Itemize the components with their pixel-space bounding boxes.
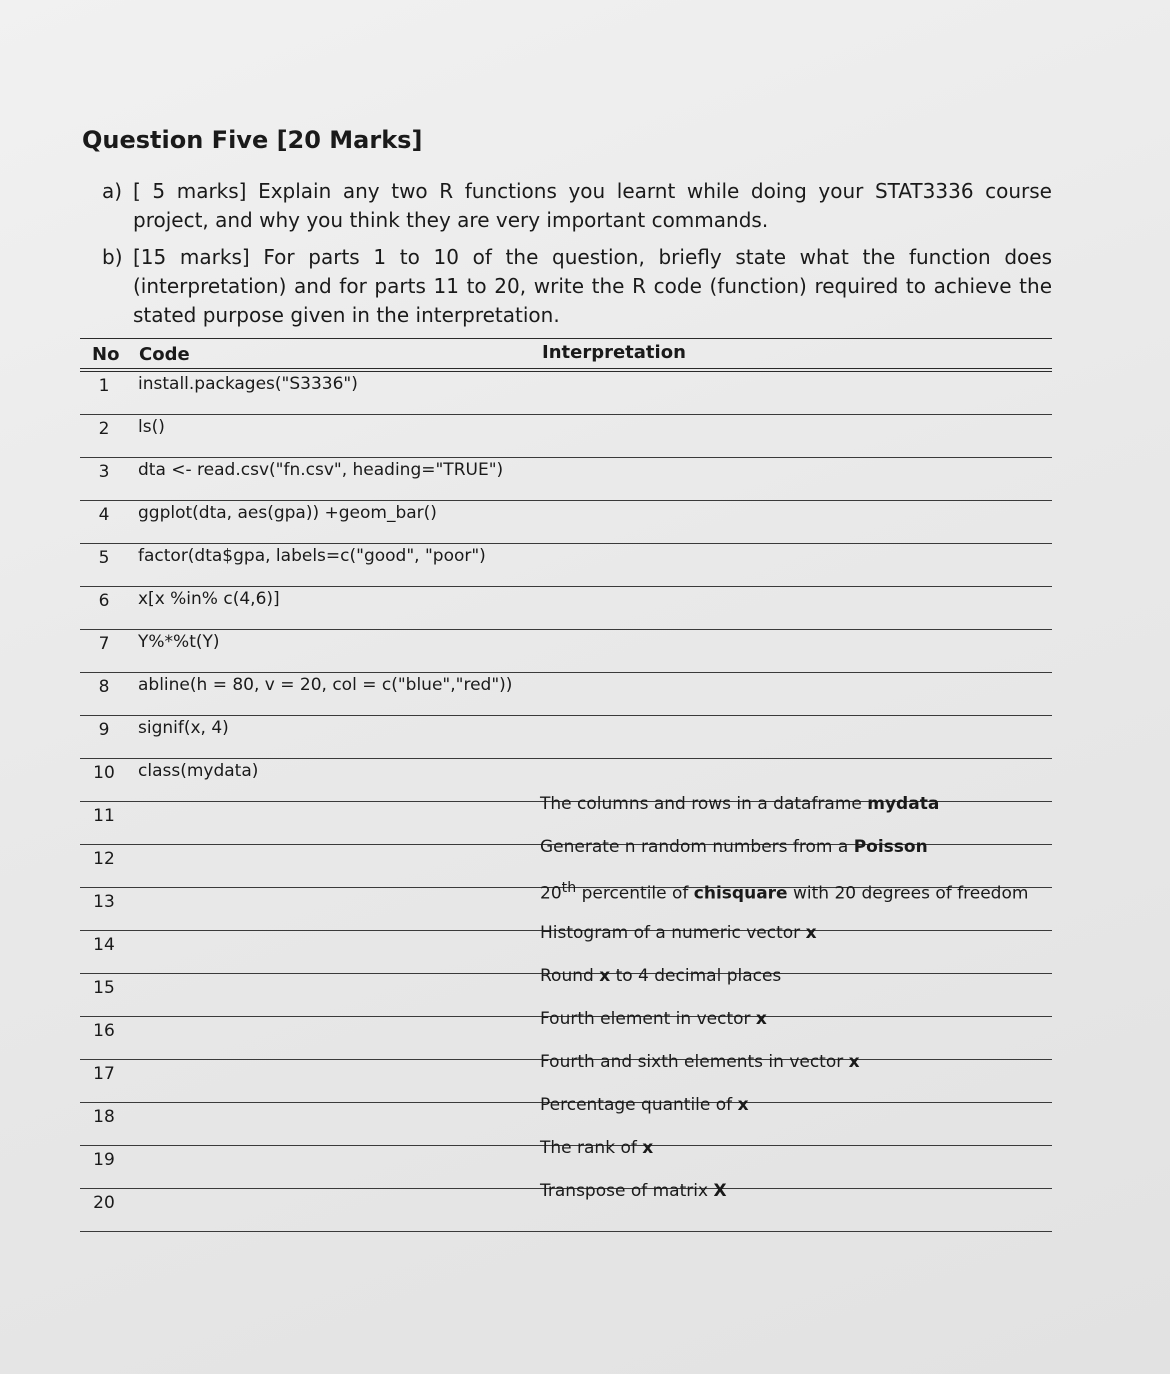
interp-text: Fourth and sixth elements in vector bbox=[540, 1052, 844, 1072]
question-part-a bbox=[102, 177, 1052, 235]
interp-bold-term: x bbox=[848, 1052, 860, 1072]
interp-suffix: to 4 decimal places bbox=[615, 966, 782, 986]
row-number: 9 bbox=[98, 720, 110, 740]
row-number: 20 bbox=[93, 1193, 115, 1213]
table-row bbox=[80, 673, 1052, 716]
table-row bbox=[80, 630, 1052, 673]
row-code: Y%*%t(Y) bbox=[138, 632, 220, 652]
row-interpretation bbox=[540, 880, 1028, 904]
part-b-text: [15 marks] For parts 1 to 10 of the question, briefly state what the function does (interpretation) and for parts 11 to 20, write the R code (function) required to achieve the stated purpose given in the interpretation. bbox=[133, 245, 1052, 327]
interp-text: percentile of bbox=[581, 883, 689, 904]
row-code: ggplot(dta, aes(gpa)) +geom_bar() bbox=[138, 503, 437, 523]
row-interpretation bbox=[540, 923, 817, 943]
row-number: 6 bbox=[98, 591, 110, 611]
row-number: 19 bbox=[93, 1150, 115, 1170]
table-row bbox=[80, 415, 1052, 458]
part-a-text: [ 5 marks] Explain any two R functions you learnt while doing your STAT3336 course project, and why you think they are very important commands. bbox=[133, 179, 1052, 232]
row-number: 7 bbox=[98, 634, 110, 654]
row-code: ls() bbox=[138, 417, 165, 437]
row-number: 5 bbox=[98, 548, 110, 568]
row-number: 14 bbox=[93, 935, 115, 955]
interp-text: The rank of bbox=[540, 1138, 637, 1158]
part-a-label: a) bbox=[102, 179, 123, 203]
table-header-rule bbox=[80, 368, 1052, 369]
table-row bbox=[80, 501, 1052, 544]
row-number: 11 bbox=[93, 806, 115, 826]
row-number: 12 bbox=[93, 849, 115, 869]
row-interpretation bbox=[540, 1052, 860, 1072]
part-b-label: b) bbox=[102, 245, 123, 269]
interp-bold-term: x bbox=[642, 1138, 654, 1158]
row-number: 8 bbox=[98, 677, 110, 697]
row-number: 18 bbox=[93, 1107, 115, 1127]
interp-bold-term: chisquare bbox=[693, 883, 788, 904]
row-code: factor(dta$gpa, labels=c("good", "poor") bbox=[138, 546, 486, 566]
header-no: No bbox=[92, 344, 120, 365]
question-part-b bbox=[102, 243, 1052, 330]
row-interpretation bbox=[540, 794, 939, 814]
table-row bbox=[80, 544, 1052, 587]
row-code: x[x %in% c(4,6)] bbox=[138, 589, 280, 609]
table-row bbox=[80, 716, 1052, 759]
row-interpretation bbox=[540, 966, 781, 986]
interp-bold-term: Poisson bbox=[853, 837, 928, 857]
row-code: signif(x, 4) bbox=[138, 718, 229, 738]
row-number: 13 bbox=[93, 892, 115, 912]
row-number: 16 bbox=[93, 1021, 115, 1041]
interp-prefix: 20 bbox=[540, 883, 562, 904]
interp-bold-term: x bbox=[755, 1009, 767, 1029]
row-interpretation bbox=[540, 1138, 653, 1158]
row-code: install.packages("S3336") bbox=[138, 374, 358, 394]
interp-text: Fourth element in vector bbox=[540, 1009, 751, 1029]
row-code: class(mydata) bbox=[138, 761, 259, 781]
row-number: 2 bbox=[98, 419, 110, 439]
interp-bold-term: mydata bbox=[867, 794, 940, 814]
row-number: 15 bbox=[93, 978, 115, 998]
interp-bold-term: x bbox=[737, 1095, 749, 1115]
table-row bbox=[80, 587, 1052, 630]
interp-bold-term: x bbox=[599, 966, 611, 986]
interp-superscript: th bbox=[561, 880, 577, 896]
row-number: 10 bbox=[93, 763, 115, 783]
interp-text: Histogram of a numeric vector bbox=[540, 923, 801, 943]
interp-text: Round bbox=[540, 966, 594, 986]
row-number: 17 bbox=[93, 1064, 115, 1084]
interp-bold-term: x bbox=[805, 923, 817, 943]
row-number: 1 bbox=[98, 376, 110, 396]
interp-suffix: with 20 degrees of freedom bbox=[793, 883, 1029, 904]
row-interpretation bbox=[540, 1181, 727, 1201]
row-number: 4 bbox=[98, 505, 110, 525]
table-top-rule bbox=[80, 338, 1052, 339]
row-interpretation bbox=[540, 837, 928, 857]
header-code: Code bbox=[139, 344, 190, 365]
row-interpretation bbox=[540, 1009, 767, 1029]
row-interpretation bbox=[540, 1095, 749, 1115]
interp-text: The columns and rows in a dataframe bbox=[540, 794, 862, 814]
table-row bbox=[80, 458, 1052, 501]
table-row bbox=[80, 372, 1052, 415]
row-number: 3 bbox=[98, 462, 110, 482]
header-interpretation: Interpretation bbox=[542, 342, 686, 363]
interp-text: Transpose of matrix bbox=[540, 1181, 709, 1201]
interp-text: Generate n random numbers from a bbox=[540, 837, 849, 857]
interp-bold-term: X bbox=[713, 1181, 727, 1201]
table-row bbox=[80, 1181, 1052, 1232]
interp-text: Percentage quantile of bbox=[540, 1095, 733, 1115]
row-code: dta <- read.csv("fn.csv", heading="TRUE") bbox=[138, 460, 504, 480]
row-code: abline(h = 80, v = 20, col = c("blue","red")) bbox=[138, 675, 513, 695]
question-title: Question Five [20 Marks] bbox=[82, 126, 423, 154]
answer-line bbox=[80, 1231, 1052, 1232]
